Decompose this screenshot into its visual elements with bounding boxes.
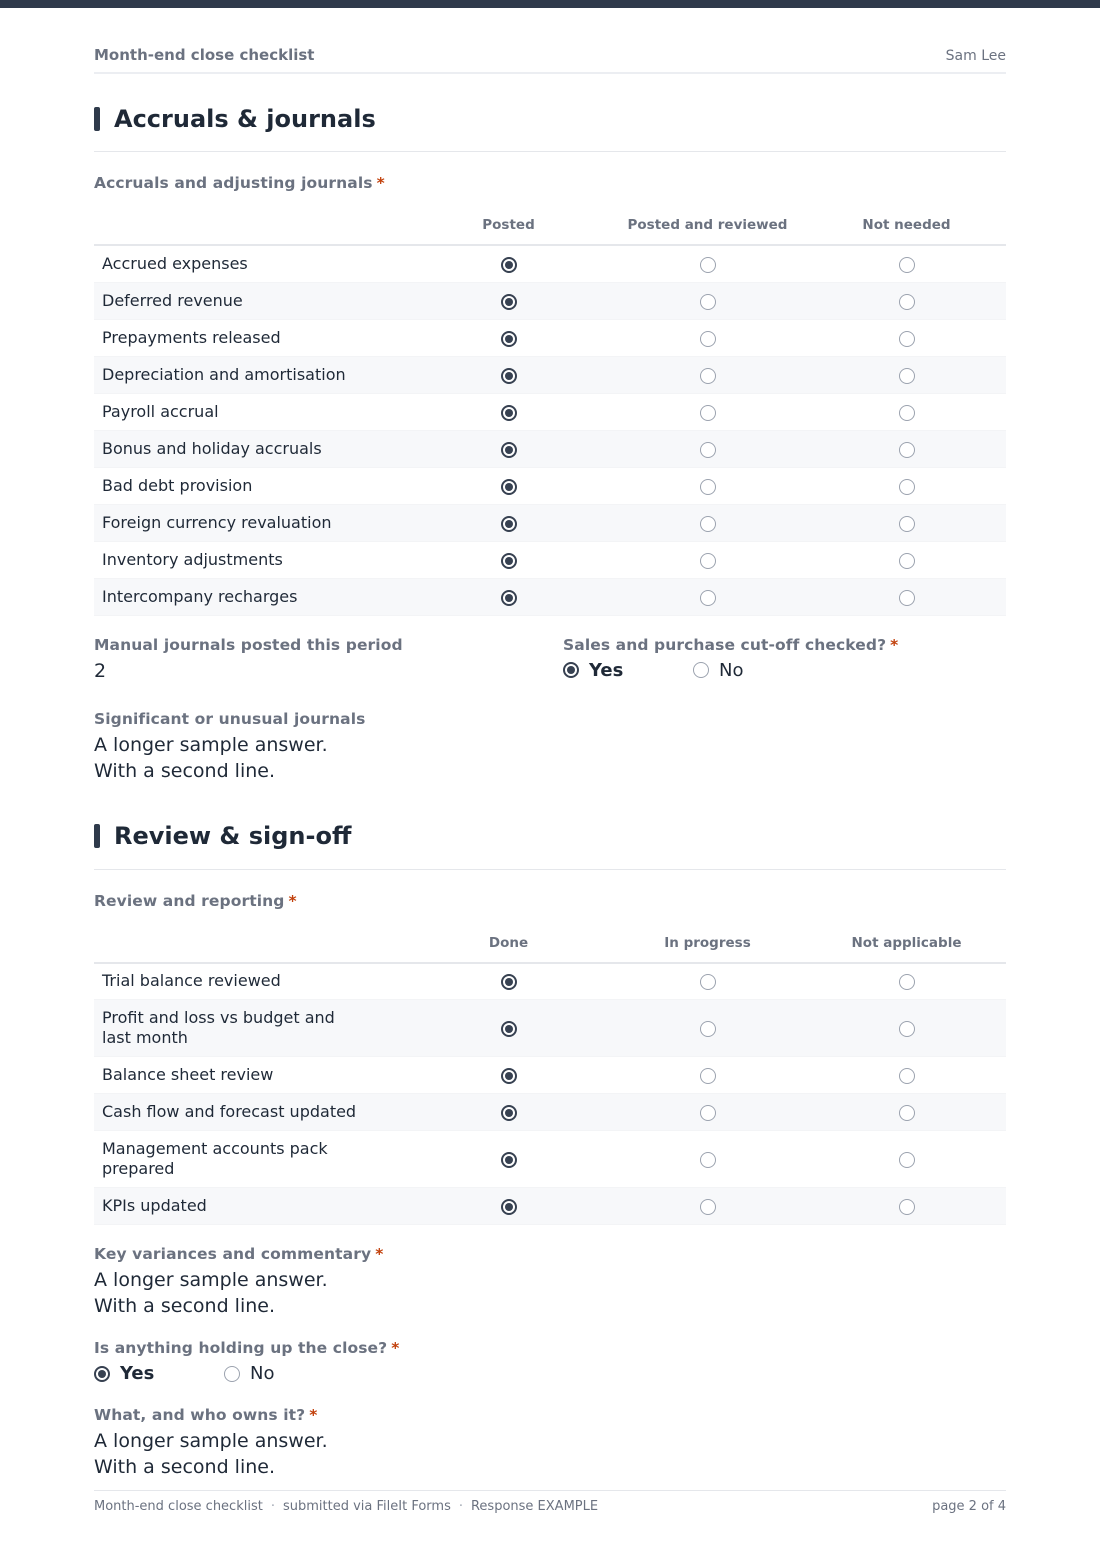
- question-owner: [94, 1406, 1006, 1480]
- radio-selected-icon[interactable]: [501, 974, 517, 990]
- row-label: Intercompany recharges: [102, 586, 298, 606]
- radio-cell: [807, 467, 1006, 504]
- question-text: Accruals and adjusting journals: [94, 174, 373, 192]
- top-accent-bar: [0, 0, 1100, 8]
- question-cutoff: [563, 636, 898, 684]
- radio-selected-icon[interactable]: [94, 1366, 110, 1382]
- radio-empty-icon[interactable]: [899, 479, 915, 495]
- radio-cell: [409, 963, 608, 1000]
- radio-selected-icon[interactable]: [501, 1021, 517, 1037]
- answer-line: With a second line.: [94, 1456, 275, 1478]
- radio-empty-icon[interactable]: [899, 1152, 915, 1168]
- radio-empty-icon[interactable]: [700, 442, 716, 458]
- matrix-body: [94, 963, 1006, 1225]
- matrix-header-row: [94, 206, 1006, 245]
- document-title: Month-end close checklist: [94, 46, 315, 64]
- radio-cell: [409, 1000, 608, 1057]
- option-label: No: [250, 1363, 275, 1384]
- option-label: No: [719, 659, 744, 681]
- question-manual-journals: [94, 636, 563, 684]
- answer-line: A longer sample answer.: [94, 1269, 328, 1291]
- row-label: Management accounts pack prepared: [102, 1139, 328, 1178]
- radio-empty-icon[interactable]: [700, 1021, 716, 1037]
- radio-cell: [409, 356, 608, 393]
- row-label: Balance sheet review: [102, 1065, 274, 1084]
- radio-cell: [409, 1057, 608, 1094]
- matrix-corner: [94, 924, 409, 963]
- radio-cell: [409, 504, 608, 541]
- radio-cell: [807, 1131, 1006, 1188]
- footer-via: submitted via FileIt Forms: [282, 1499, 451, 1514]
- column-header: Not applicable: [807, 924, 1006, 963]
- matrix-row: [94, 1057, 1006, 1094]
- matrix-row: [94, 1131, 1006, 1188]
- question-label: [94, 174, 1006, 192]
- radio-empty-icon[interactable]: [899, 1021, 915, 1037]
- radio-cell: [608, 282, 807, 319]
- footer-response: Response EXAMPLE: [470, 1499, 599, 1514]
- respondent-name: Sam Lee: [945, 48, 1006, 64]
- option-no[interactable]: [224, 1363, 274, 1384]
- section-marker: [94, 824, 100, 848]
- radio-cell: [807, 504, 1006, 541]
- radio-empty-icon[interactable]: [899, 368, 915, 384]
- section-title: Review & sign-off: [114, 822, 352, 850]
- matrix-row: [94, 430, 1006, 467]
- required-marker: *: [890, 635, 899, 654]
- radio-cell: [608, 1188, 807, 1225]
- radio-selected-icon[interactable]: [501, 1199, 517, 1215]
- section-title: Accruals & journals: [114, 104, 376, 133]
- matrix-table-accruals: [94, 206, 1006, 616]
- question-holding-up: [94, 1339, 1006, 1384]
- option-label: Yes: [589, 659, 624, 681]
- radio-empty-icon[interactable]: [700, 331, 716, 347]
- option-yes[interactable]: [563, 660, 693, 681]
- radio-cell: [807, 282, 1006, 319]
- answer-text: [94, 1428, 1006, 1480]
- matrix-row: [94, 1094, 1006, 1131]
- radio-empty-icon[interactable]: [693, 662, 709, 678]
- radio-empty-icon[interactable]: [899, 516, 915, 532]
- form-page: [94, 8, 1006, 1480]
- radio-empty-icon[interactable]: [700, 974, 716, 990]
- radio-cell: [608, 467, 807, 504]
- radio-selected-icon[interactable]: [501, 1068, 517, 1084]
- radio-empty-icon[interactable]: [700, 1199, 716, 1215]
- question-label: [94, 1339, 1006, 1357]
- question-label: [563, 636, 898, 654]
- row-label: Bad debt provision: [102, 475, 253, 495]
- question-key-variances: [94, 1245, 1006, 1319]
- radio-empty-icon[interactable]: [700, 590, 716, 606]
- matrix-row: [94, 504, 1006, 541]
- column-header: Not needed: [807, 206, 1006, 245]
- matrix-row: [94, 963, 1006, 1000]
- matrix-body: [94, 245, 1006, 615]
- column-header: Done: [409, 924, 608, 963]
- footer-form-name: Month-end close checklist: [94, 1499, 263, 1514]
- section-heading-accruals: [94, 86, 1006, 152]
- radio-selected-icon[interactable]: [501, 405, 517, 421]
- section-heading-review: [94, 804, 1006, 870]
- answer-line: With a second line.: [94, 759, 275, 782]
- radio-empty-icon[interactable]: [899, 405, 915, 421]
- row-label: Payroll accrual: [102, 401, 219, 421]
- question-label: Significant or unusual journals: [94, 709, 366, 728]
- matrix-row: [94, 1188, 1006, 1225]
- radio-cell: [807, 1094, 1006, 1131]
- radio-empty-icon[interactable]: [899, 1068, 915, 1084]
- radio-selected-icon[interactable]: [501, 553, 517, 569]
- radio-cell: [608, 504, 807, 541]
- required-marker: *: [376, 174, 385, 192]
- radio-cell: [807, 245, 1006, 282]
- row-label: Accrued expenses: [102, 253, 248, 273]
- radio-selected-icon[interactable]: [501, 294, 517, 310]
- matrix-corner: [94, 206, 409, 245]
- radio-cell: [409, 541, 608, 578]
- radio-cell: [608, 1000, 807, 1057]
- radio-empty-icon[interactable]: [899, 257, 915, 273]
- question-label: [94, 1245, 1006, 1263]
- page-header: [94, 8, 1006, 74]
- row-label: Inventory adjustments: [102, 549, 283, 569]
- radio-group-cutoff: [563, 660, 898, 681]
- question-row-journals: [94, 636, 1006, 684]
- radio-cell: [608, 963, 807, 1000]
- radio-cell: [807, 963, 1006, 1000]
- radio-cell: [807, 319, 1006, 356]
- matrix-row: [94, 393, 1006, 430]
- radio-cell: [608, 541, 807, 578]
- radio-cell: [409, 467, 608, 504]
- radio-empty-icon[interactable]: [700, 294, 716, 310]
- radio-selected-icon[interactable]: [501, 516, 517, 532]
- question-text: Is anything holding up the close?: [94, 1339, 388, 1357]
- question-text: Review and reporting: [94, 891, 285, 910]
- matrix-row: [94, 467, 1006, 504]
- matrix-table-review: [94, 924, 1006, 1226]
- radio-empty-icon[interactable]: [700, 553, 716, 569]
- required-marker: *: [309, 1406, 318, 1424]
- question-review-grid: [94, 892, 1006, 1226]
- radio-empty-icon[interactable]: [899, 974, 915, 990]
- required-marker: *: [391, 1339, 400, 1357]
- radio-cell: [608, 245, 807, 282]
- radio-empty-icon[interactable]: [700, 1068, 716, 1084]
- radio-selected-icon[interactable]: [501, 590, 517, 606]
- radio-empty-icon[interactable]: [700, 405, 716, 421]
- radio-cell: [807, 578, 1006, 615]
- answer-text: [94, 1267, 1006, 1319]
- radio-empty-icon[interactable]: [899, 442, 915, 458]
- radio-selected-icon[interactable]: [501, 331, 517, 347]
- page-footer: [94, 1490, 1006, 1514]
- matrix-row: [94, 1000, 1006, 1057]
- matrix-row: [94, 356, 1006, 393]
- row-label: KPIs updated: [102, 1196, 207, 1215]
- radio-cell: [807, 430, 1006, 467]
- radio-empty-icon[interactable]: [899, 331, 915, 347]
- radio-selected-icon[interactable]: [501, 479, 517, 495]
- question-label: Manual journals posted this period: [94, 635, 403, 654]
- row-label: Cash flow and forecast updated: [102, 1102, 357, 1121]
- question-text: Sales and purchase cut-off checked?: [563, 635, 887, 654]
- radio-cell: [807, 393, 1006, 430]
- radio-cell: [409, 1094, 608, 1131]
- radio-empty-icon[interactable]: [700, 1105, 716, 1121]
- radio-group-holding: [94, 1363, 1006, 1384]
- matrix-row: [94, 319, 1006, 356]
- radio-cell: [807, 1188, 1006, 1225]
- matrix-header-row: [94, 924, 1006, 963]
- radio-empty-icon[interactable]: [700, 516, 716, 532]
- radio-cell: [608, 393, 807, 430]
- radio-empty-icon[interactable]: [899, 553, 915, 569]
- column-header: Posted and reviewed: [608, 206, 807, 245]
- question-label: [94, 892, 1006, 910]
- answer-line: A longer sample answer.: [94, 1430, 328, 1452]
- column-header: In progress: [608, 924, 807, 963]
- matrix-row: [94, 282, 1006, 319]
- radio-cell: [608, 1057, 807, 1094]
- radio-cell: [608, 356, 807, 393]
- question-significant-journals: [94, 710, 1006, 784]
- column-header: Posted: [409, 206, 608, 245]
- footer-info: [94, 1499, 598, 1514]
- option-yes[interactable]: [94, 1363, 224, 1384]
- radio-cell: [409, 282, 608, 319]
- row-label: Foreign currency revaluation: [102, 512, 332, 532]
- radio-cell: [409, 245, 608, 282]
- radio-cell: [807, 1000, 1006, 1057]
- section-marker: [94, 107, 100, 131]
- radio-cell: [807, 1057, 1006, 1094]
- radio-cell: [608, 578, 807, 615]
- matrix-row: [94, 541, 1006, 578]
- radio-cell: [608, 1094, 807, 1131]
- row-label: Trial balance reviewed: [102, 971, 281, 991]
- radio-cell: [608, 1131, 807, 1188]
- radio-cell: [608, 319, 807, 356]
- radio-empty-icon[interactable]: [899, 294, 915, 310]
- radio-empty-icon[interactable]: [899, 590, 915, 606]
- row-label: Prepayments released: [102, 327, 281, 347]
- required-marker: *: [288, 891, 297, 910]
- matrix-row: [94, 245, 1006, 282]
- question-label: [94, 1406, 1006, 1424]
- radio-cell: [807, 356, 1006, 393]
- option-label: Yes: [120, 1363, 155, 1384]
- answer-text: [94, 732, 1006, 784]
- radio-cell: [409, 578, 608, 615]
- required-marker: *: [375, 1245, 384, 1263]
- page-number: page 2 of 4: [932, 1499, 1006, 1514]
- radio-selected-icon[interactable]: [501, 1152, 517, 1168]
- radio-cell: [608, 430, 807, 467]
- row-label: Deferred revenue: [102, 290, 243, 310]
- radio-cell: [409, 1188, 608, 1225]
- radio-empty-icon[interactable]: [224, 1366, 240, 1382]
- radio-cell: [409, 430, 608, 467]
- radio-selected-icon[interactable]: [501, 257, 517, 273]
- answer-line: A longer sample answer.: [94, 733, 328, 756]
- radio-cell: [807, 541, 1006, 578]
- row-label: Depreciation and amortisation: [102, 364, 346, 384]
- question-text: Key variances and commentary: [94, 1245, 372, 1263]
- radio-cell: [409, 393, 608, 430]
- radio-empty-icon[interactable]: [700, 368, 716, 384]
- radio-empty-icon[interactable]: [700, 257, 716, 273]
- question-accruals-grid: [94, 174, 1006, 616]
- radio-selected-icon[interactable]: [501, 442, 517, 458]
- answer-value: 2: [94, 659, 107, 682]
- radio-selected-icon[interactable]: [501, 1105, 517, 1121]
- row-label: Profit and loss vs budget and last month: [102, 1008, 335, 1047]
- row-label: Bonus and holiday accruals: [102, 438, 322, 458]
- radio-cell: [409, 1131, 608, 1188]
- radio-selected-icon[interactable]: [563, 662, 579, 678]
- radio-empty-icon[interactable]: [700, 1152, 716, 1168]
- footer-separator: ·: [270, 1499, 275, 1514]
- radio-empty-icon[interactable]: [899, 1199, 915, 1215]
- radio-cell: [409, 319, 608, 356]
- radio-empty-icon[interactable]: [700, 479, 716, 495]
- answer-line: With a second line.: [94, 1295, 275, 1317]
- radio-empty-icon[interactable]: [899, 1105, 915, 1121]
- option-no[interactable]: [693, 660, 743, 681]
- question-text: What, and who owns it?: [94, 1406, 306, 1424]
- radio-selected-icon[interactable]: [501, 368, 517, 384]
- matrix-row: [94, 578, 1006, 615]
- footer-separator: ·: [458, 1499, 463, 1514]
